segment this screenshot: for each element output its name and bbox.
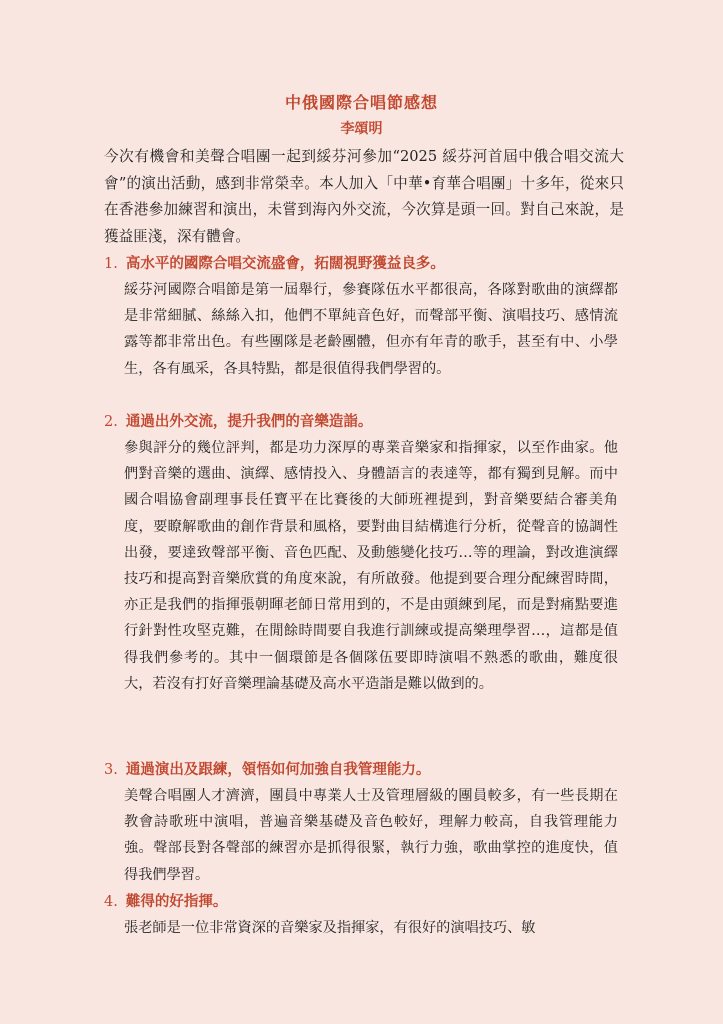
section-1-title: 高水平的國際合唱交流盛會，拓闊視野獲益良多。 [125,255,445,272]
document-title: 中俄國際合唱節感想 [284,93,438,112]
section-4-number: 4. [104,894,118,910]
section-1-heading [104,252,445,276]
section-4-heading [104,890,227,914]
section-3-number: 3. [104,762,118,778]
section-3-heading [104,758,430,782]
section-3-title: 通過演出及跟練，領悟如何加強自我管理能力。 [125,761,431,778]
section-2-title: 通過出外交流，提升我們的音樂造詣。 [125,413,373,430]
section-1-body: 綏芬河國際合唱節是第一屆舉行，參賽隊伍水平都很高，各隊對歌曲的演繹都是非常細膩、絲絲入扣，他們不單純音色好，而聲部平衡、演唱技巧、感情流露等都非常出色。有些團隊是老齡團體，但亦有年青的歌手，甚至有中、小學生，各有風采，各具特點，都是很值得我們學習的。 [124,282,618,377]
section-1-number: 1. [104,256,118,272]
author-name: 李頌明 [340,121,383,137]
section-4-title: 難得的好指揮。 [125,893,228,910]
intro-paragraph: 今次有機會和美聲合唱團一起到綏芬河參加“2025 綏芬河首屆中俄合唱交流大會”的演出活動，感到非常榮幸。本人加入「中華•育華合唱團」十多年，從來只在香港參加練習和演出，未嘗到海內外交流，今次算是頭一回。對自己來說，是獲益匪淺，深有體會。 [104,148,624,245]
section-2-heading [104,410,372,434]
section-3-body: 美聲合唱團人才濟濟，團員中專業人士及管理層級的團員較多，有一些長期在教會詩歌班中演唱，普遍音樂基礎及音色較好，理解力較高，自我管理能力強。聲部長對各聲部的練習亦是抓得很緊，執行力強，歌曲掌控的進度快，值得我們學習。 [124,788,618,883]
section-2-number: 2. [104,414,118,430]
section-2-body: 參與評分的幾位評判，都是功力深厚的專業音樂家和指揮家，以至作曲家。他們對音樂的選曲、演繹、感情投入、身體語言的表達等，都有獨到見解。而中國合唱協會副理事長任寶平在比賽後的大師班裡提到，對音樂要結合審美角度，要瞭解歌曲的創作背景和風格，要對曲目結構進行分析，從聲音的協調性出發，要達致聲部平衡、音色匹配、及動態變化技巧…等的理論，對改進演繹技巧和提高對音樂欣賞的角度來說，有所啟發。他提到要合理分配練習時間，亦正是我們的指揮張朝暉老師日常用到的，不是由頭練到尾，而是對痛點要進行針對性攻堅克難，在閒餘時間要自我進行訓練或提高樂理學習…，這都是值得我們參考的。其中一個環節是各個隊伍要即時演唱不熟悉的歌曲，難度很大，若沒有打好音樂理論基礎及高水平造詣是難以做到的。 [124,440,618,692]
section-4-body: 張老師是一位非常資深的音樂家及指揮家，有很好的演唱技巧、敏 [124,920,536,936]
